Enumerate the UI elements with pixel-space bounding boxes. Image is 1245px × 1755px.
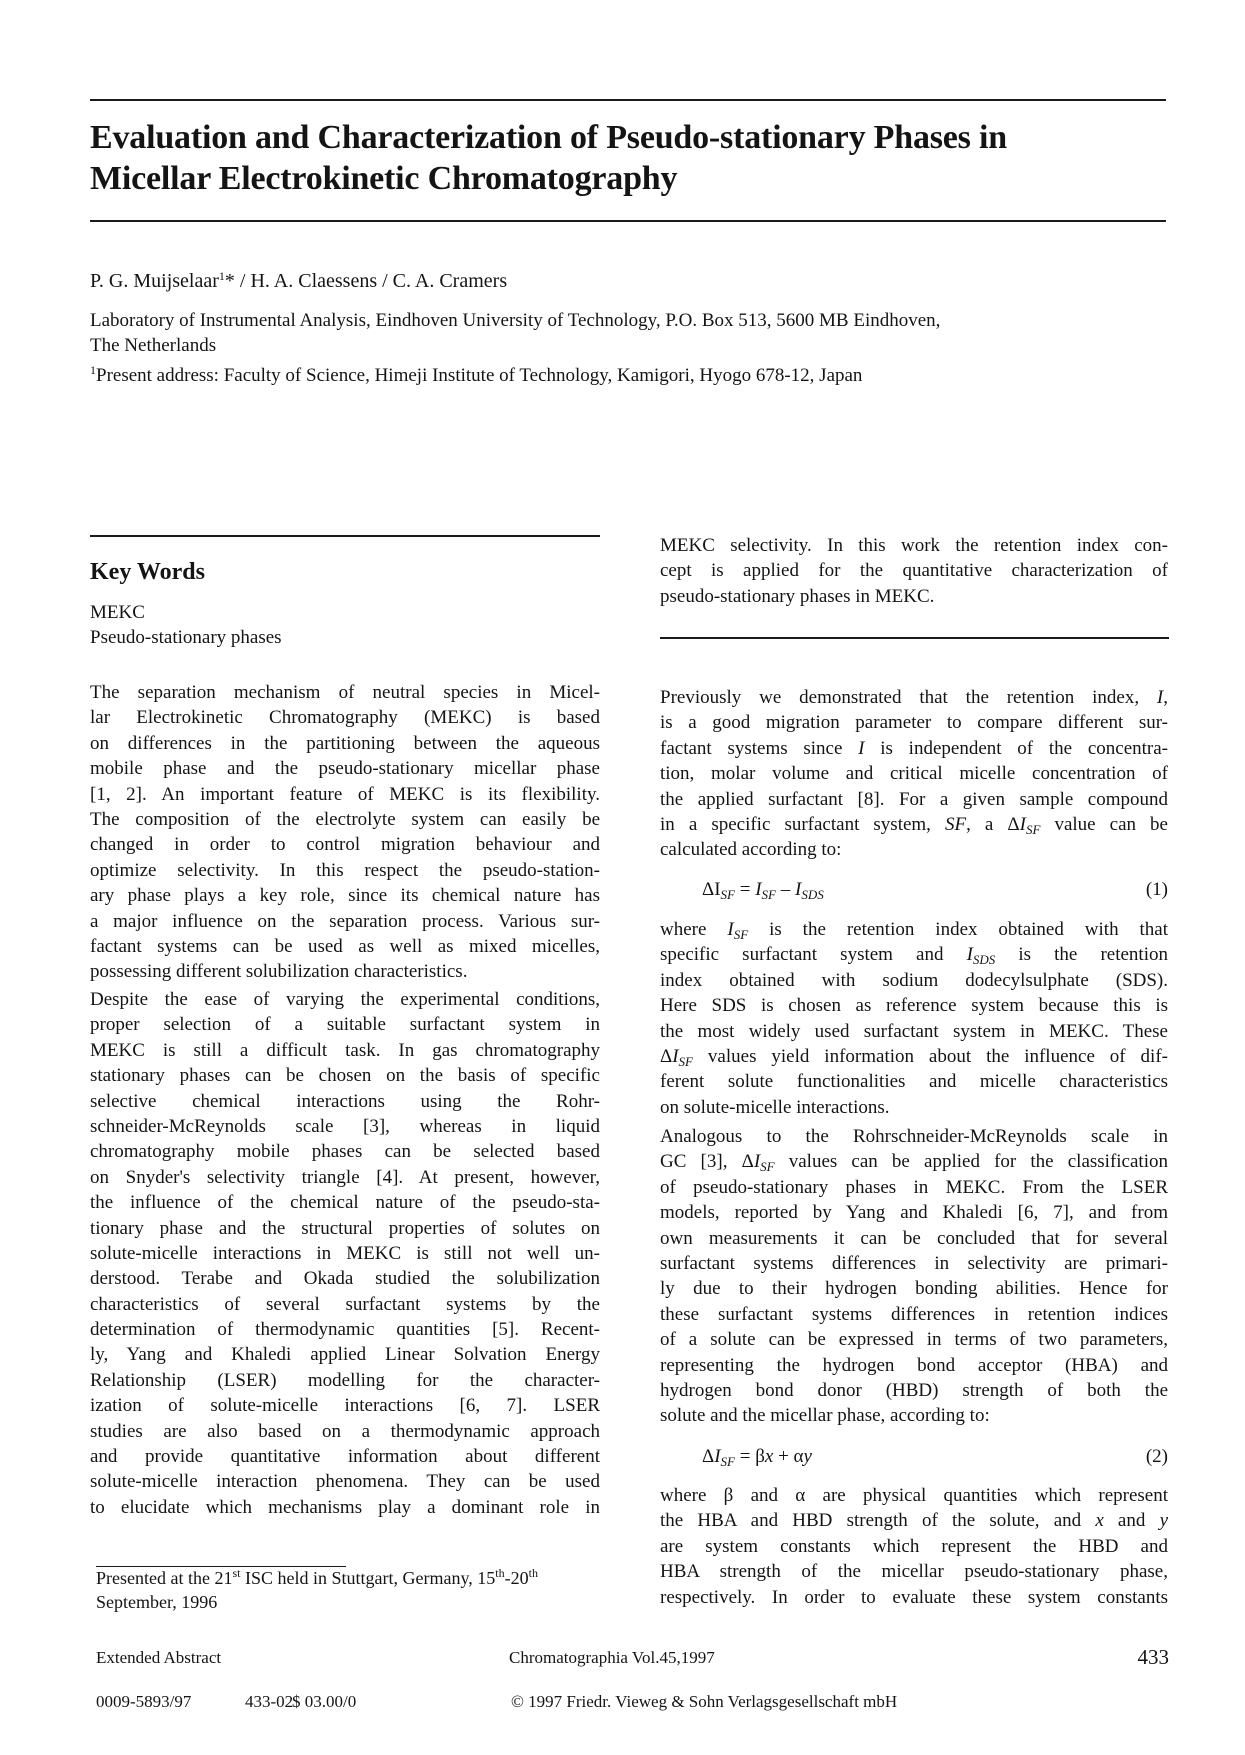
formula <box>702 1446 812 1467</box>
text-run: – <box>776 879 795 900</box>
title-bottom-rule <box>90 220 1166 222</box>
author-names: * / H. A. Claessens / C. A. Cramers <box>224 270 508 292</box>
footer-price: $ 03.00/0 <box>292 1692 357 1711</box>
text-run: factant systems since <box>660 737 859 759</box>
intro-rule <box>660 637 1169 639</box>
text-line: lar Electrokinetic Chromatography (MEKC) is based <box>90 707 600 729</box>
math-symbol: SF <box>678 1053 693 1069</box>
math-symbol: SF <box>720 887 735 902</box>
text-line: determination of thermodynamic quantities [5]. Recent- <box>90 1319 600 1341</box>
keywords-heading: Key Words <box>90 559 205 585</box>
text-line: to elucidate which mechanisms play a dominant role in <box>90 1496 600 1518</box>
body-paragraph <box>660 1483 1168 1610</box>
math-symbol: y <box>803 1446 812 1467</box>
text-line: Analogous to the Rohrschneider-McReynolds scale in <box>660 1126 1168 1147</box>
text-line: respectively. In order to evaluate these system constants <box>660 1586 1168 1608</box>
text-run: is the retention <box>995 944 1168 966</box>
text-run: in a specific surfactant system, <box>660 813 945 835</box>
footer-code: 433-02 <box>245 1692 294 1711</box>
text-line <box>660 917 1168 942</box>
text-line: solute and the micellar phase, according to: <box>660 1405 990 1427</box>
math-symbol: SDS <box>972 952 996 968</box>
footnote-text: ISC held in Stuttgart, Germany, 15 <box>240 1568 496 1588</box>
text-run: where <box>660 919 728 940</box>
text-line: proper selection of a suitable surfactant system in <box>90 1014 600 1036</box>
math-symbol: I <box>727 919 734 940</box>
text-line: mobile phase and the pseudo-stationary micellar phase <box>90 758 600 780</box>
text-line: MEKC selectivity. In this work the retention index con- <box>660 535 1168 556</box>
math-symbol: x <box>1095 1510 1104 1532</box>
text-line: stationary phases can be chosen on the basis of specific <box>90 1065 600 1087</box>
text-run: the HBA and HBD strength of the solute, and <box>660 1510 1096 1532</box>
math-symbol: SF <box>733 927 749 942</box>
math-symbol: SF <box>760 1159 775 1175</box>
equation-number: (2) <box>1145 1446 1168 1467</box>
text-line: the applied surfactant [8]. For a given sample compound <box>660 788 1168 810</box>
text-run: , a Δ <box>966 813 1020 835</box>
body-paragraph <box>660 1124 1168 1429</box>
footer-copyright: © 1997 Friedr. Vieweg & Sohn Verlagsgesellschaft mbH <box>511 1692 898 1711</box>
text-line: ary phase plays a key role, since its chemical nature has <box>90 885 600 907</box>
equation-number: (1) <box>1145 879 1168 900</box>
text-line: the most widely used surfactant system in MEKC. These <box>660 1020 1168 1042</box>
text-line: ly, Yang and Khaledi applied Linear Solvation Energy <box>90 1344 600 1366</box>
text-line <box>660 1044 1168 1069</box>
text-line: [1, 2]. An important feature of MEKC is its flexibility. <box>90 783 600 805</box>
keyword: Pseudo-stationary phases <box>90 627 282 649</box>
math-symbol: y <box>1159 1510 1168 1532</box>
math-symbol: I <box>858 737 865 759</box>
text-line <box>660 942 1168 967</box>
text-run: and <box>1103 1510 1160 1532</box>
text-line: Here SDS is chosen as reference system because this is <box>660 995 1168 1017</box>
author-name: P. G. Muijselaar <box>90 270 219 292</box>
text-line: are system constants which represent the HBD and <box>660 1535 1168 1557</box>
superscript: th <box>495 1566 505 1580</box>
affiliation <box>90 308 940 388</box>
keywords-rule <box>90 535 600 537</box>
text-run: specific surfactant system and <box>660 944 967 966</box>
text-line: and provide quantitative information about different <box>90 1446 600 1468</box>
text-line: surfactant systems differences in selectivity are primari- <box>660 1252 1168 1274</box>
text-line: index obtained with sodium dodecylsulphate (SDS). <box>660 969 1168 991</box>
math-symbol: I <box>753 1151 761 1173</box>
text-line: on Snyder's selectivity triangle [4]. At present, however, <box>90 1166 600 1188</box>
text-line: HBA strength of the micellar pseudo-stationary phase, <box>660 1561 1168 1583</box>
present-address <box>90 358 940 388</box>
text-line: ization of solute-micelle interactions [6, 7]. LSER <box>90 1395 600 1417</box>
text-run: values can be applied for the classification <box>774 1151 1168 1173</box>
text-line: factant systems can be used as well as mixed micelles, <box>90 935 600 957</box>
title-top-rule <box>90 99 1166 101</box>
text-line: The separation mechanism of neutral species in Micel- <box>90 682 600 703</box>
math-symbol: SDS <box>801 887 824 902</box>
text-line: representing the hydrogen bond acceptor (HBA) and <box>660 1354 1168 1376</box>
text-line <box>660 1149 1168 1174</box>
math-symbol: x <box>764 1446 774 1467</box>
footnote-mark: 1 <box>90 363 96 377</box>
authors <box>90 269 507 293</box>
title-line: Evaluation and Characterization of Pseudo-stationary Phases in <box>90 119 1007 156</box>
text-line: pseudo-stationary phases in MEKC. <box>660 585 935 607</box>
present-address-text: Present address: Faculty of Science, Himeji Institute of Technology, Kamigori, Hyogo 678-12, Japan <box>96 365 863 386</box>
equation-2 <box>702 1446 1168 1470</box>
title-line: Micellar Electrokinetic Chromatography <box>90 160 678 197</box>
text-line: is a good migration parameter to compare different sur- <box>660 712 1168 734</box>
text-line: the influence of the chemical nature of the pseudo-sta- <box>90 1192 600 1214</box>
text-line: solute-micelle interactions in MEKC is still not well un- <box>90 1242 600 1264</box>
text-run: value can be <box>1040 813 1168 835</box>
text-line: tion, molar volume and critical micelle concentration of <box>660 763 1168 785</box>
math-symbol: I <box>1156 687 1164 708</box>
equation-1 <box>702 879 1168 903</box>
text-line: tionary phase and the structural properties of solutes on <box>90 1217 600 1239</box>
text-line: where β and α are physical quantities which represent <box>660 1485 1168 1506</box>
footnote-line <box>96 1561 538 1590</box>
footnote-line: September, 1996 <box>96 1592 218 1612</box>
text-line: a major influence on the separation process. Various sur- <box>90 910 600 932</box>
superscript: th <box>528 1566 538 1580</box>
text-line: possessing different solubilization characteristics. <box>90 961 468 983</box>
keywords-list <box>90 600 282 651</box>
math-symbol: I <box>755 879 762 900</box>
text-line: cept is applied for the quantitative characterization of <box>660 560 1168 582</box>
text-line: changed in order to control migration behaviour and <box>90 834 600 856</box>
body-paragraph <box>90 680 600 985</box>
text-line: calculated according to: <box>660 839 842 861</box>
body-paragraph <box>660 533 1168 609</box>
text-line: studies are also based on a thermodynamic approach <box>90 1420 600 1442</box>
text-line: MEKC is still a difficult task. In gas chromatography <box>90 1039 600 1061</box>
math-symbol: SF <box>720 1454 735 1469</box>
text-line: optimize selectivity. In this respect the pseudo-station- <box>90 859 600 881</box>
text-line: own measurements it can be concluded that for several <box>660 1227 1168 1249</box>
text-line: of pseudo-stationary phases in MEKC. From the LSER <box>660 1176 1168 1198</box>
text-line: Despite the ease of varying the experimental conditions, <box>90 989 600 1010</box>
text-line: selective chemical interactions using the Rohr- <box>90 1090 600 1112</box>
affiliation-line: The Netherlands <box>90 335 217 356</box>
text-line: on differences in the partitioning between the aqueous <box>90 732 600 754</box>
text-line: characteristics of several surfactant systems by the <box>90 1293 600 1315</box>
text-line <box>660 685 1168 710</box>
text-run: is the retention index obtained with that <box>748 919 1168 940</box>
math-symbol: SF <box>944 813 967 835</box>
text-run: Δ <box>702 1446 715 1467</box>
keyword: MEKC <box>90 602 145 623</box>
paper-title <box>90 117 1007 199</box>
footer-section: Extended Abstract <box>96 1648 222 1667</box>
body-paragraph <box>660 917 1168 1120</box>
affiliation-line: Laboratory of Instrumental Analysis, Eindhoven University of Technology, P.O. Box 513, 5600 MB Eindhoven, <box>90 310 941 331</box>
text-run: = <box>735 879 756 900</box>
text-run: + α <box>773 1446 804 1467</box>
text-line <box>660 812 1168 837</box>
body-paragraph <box>90 987 600 1520</box>
formula <box>702 879 824 900</box>
math-symbol: I <box>966 944 973 966</box>
footnote-text: -20 <box>504 1568 529 1588</box>
text-line: on solute-micelle interactions. <box>660 1096 890 1118</box>
text-run: , <box>1163 687 1168 708</box>
text-line: ferent solute functionalities and micelle characteristics <box>660 1071 1168 1093</box>
text-line: derstood. Terabe and Okada studied the solubilization <box>90 1268 600 1290</box>
footnote-text: Presented at the 21 <box>96 1568 233 1588</box>
text-run: Previously we demonstrated that the retention index, <box>660 687 1157 708</box>
text-run: ΔI <box>702 879 721 900</box>
math-symbol: I <box>1019 813 1026 835</box>
text-run: is independent of the concentra- <box>864 737 1169 759</box>
text-line: The composition of the electrolyte system can easily be <box>90 808 600 830</box>
text-line: these surfactant systems differences in retention indices <box>660 1303 1168 1325</box>
text-line <box>660 736 1168 761</box>
text-line: solute-micelle interaction phenomena. They can be used <box>90 1471 600 1493</box>
text-line: hydrogen bond donor (HBD) strength of both the <box>660 1379 1168 1401</box>
text-line: chromatography mobile phases can be selected based <box>90 1141 600 1163</box>
math-symbol: I <box>795 879 802 900</box>
text-run: = β <box>735 1446 765 1467</box>
text-line: models, reported by Yang and Khaledi [6, 7], and from <box>660 1202 1168 1224</box>
footer-journal: Chromatographia Vol.45,1997 <box>509 1648 715 1667</box>
page-number: 433 <box>1137 1645 1169 1669</box>
math-symbol: SF <box>1025 821 1041 837</box>
body-paragraph <box>660 685 1168 863</box>
math-symbol: I <box>714 1446 721 1467</box>
text-run: values yield information about the influence of dif- <box>693 1045 1168 1067</box>
footnote <box>96 1561 538 1614</box>
text-line: ly due to their hydrogen bonding abilities. Hence for <box>660 1278 1168 1300</box>
footer-issn: 0009-5893/97 <box>96 1692 192 1711</box>
math-symbol: SF <box>761 887 776 902</box>
math-symbol: I <box>672 1045 679 1067</box>
text-run: GC [3], Δ <box>660 1151 754 1173</box>
superscript: st <box>232 1566 241 1580</box>
text-line: Relationship (LSER) modelling for the character- <box>90 1369 600 1391</box>
text-line <box>660 1508 1168 1533</box>
text-line: of a solute can be expressed in terms of two parameters, <box>660 1329 1168 1351</box>
affiliation-mark: 1 <box>218 269 225 283</box>
text-line: schneider-McReynolds scale [3], whereas in liquid <box>90 1115 600 1137</box>
text-run: Δ <box>660 1045 673 1067</box>
